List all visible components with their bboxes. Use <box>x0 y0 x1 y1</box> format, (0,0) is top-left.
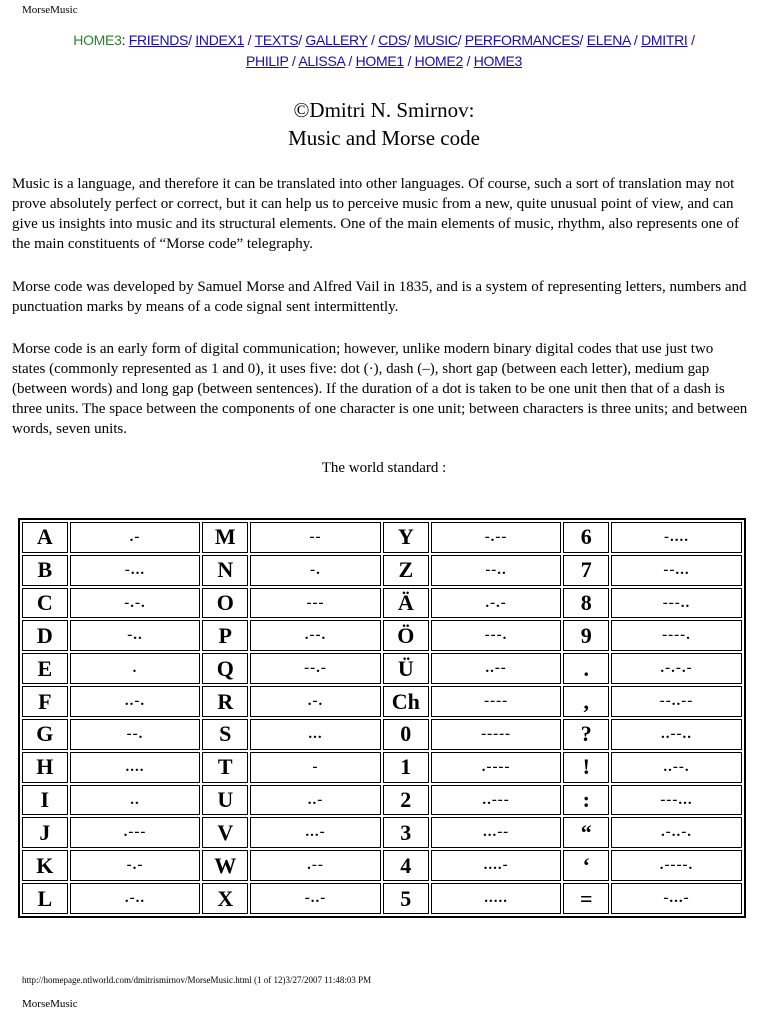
morse-code-cell: ..-- <box>431 653 562 684</box>
morse-code-cell: .----. <box>611 850 742 881</box>
footer-url: http://homepage.ntlworld.com/dmitrismirnov/MorseMusic.html (1 of 12)3/27/2007 11:48:03 PM <box>22 975 372 985</box>
morse-code-cell: ----. <box>611 620 742 651</box>
character-cell: H <box>22 752 68 783</box>
character-cell: A <box>22 522 68 553</box>
morse-code-cell: .-- <box>250 850 381 881</box>
morse-code-cell: ..- <box>250 785 381 816</box>
character-cell: P <box>202 620 248 651</box>
character-cell: C <box>22 588 68 619</box>
page-header-title: MorseMusic <box>22 4 78 16</box>
morse-code-cell: ----- <box>431 719 562 750</box>
morse-code-cell: -. <box>250 555 381 586</box>
character-cell: F <box>22 686 68 717</box>
nav-link-cds[interactable]: CDS <box>378 32 407 48</box>
character-cell: ‘ <box>563 850 609 881</box>
morse-code-cell: -.-- <box>431 522 562 553</box>
morse-code-cell: -..- <box>250 883 381 914</box>
morse-code-cell: ---- <box>431 686 562 717</box>
character-cell: Ä <box>383 588 429 619</box>
table-row <box>22 620 742 651</box>
character-cell: 4 <box>383 850 429 881</box>
character-cell: 2 <box>383 785 429 816</box>
character-cell: Y <box>383 522 429 553</box>
table-row <box>22 653 742 684</box>
character-cell: Ch <box>383 686 429 717</box>
morse-code-cell: - <box>250 752 381 783</box>
character-cell: 1 <box>383 752 429 783</box>
morse-code-cell: ..--- <box>431 785 562 816</box>
morse-code-cell: .-..-. <box>611 817 742 848</box>
morse-code-cell: .--. <box>250 620 381 651</box>
character-cell: : <box>563 785 609 816</box>
morse-code-cell: .-.-.- <box>611 653 742 684</box>
table-row <box>22 588 742 619</box>
character-cell: W <box>202 850 248 881</box>
nav-link-dmitri[interactable]: DMITRI <box>641 32 688 48</box>
morse-code-cell: ..-. <box>70 686 201 717</box>
table-row <box>22 817 742 848</box>
character-cell: . <box>563 653 609 684</box>
morse-code-cell: .. <box>70 785 201 816</box>
morse-code-cell: --.- <box>250 653 381 684</box>
morse-code-cell: .--- <box>70 817 201 848</box>
nav-link-friends[interactable]: FRIENDS <box>128 32 189 48</box>
nav-bar <box>0 30 768 72</box>
nav-row-2: PHILIP / ALISSA / HOME1 / HOME2 / HOME3 <box>245 53 523 69</box>
morse-code-cell: ..... <box>431 883 562 914</box>
nav-link-philip[interactable]: PHILIP <box>245 53 289 69</box>
nav-link-texts[interactable]: TEXTS <box>254 32 299 48</box>
table-row <box>22 850 742 881</box>
morse-code-cell: ...- <box>250 817 381 848</box>
morse-code-cell: -.. <box>70 620 201 651</box>
morse-code-cell: .... <box>70 752 201 783</box>
morse-code-cell: .- <box>70 522 201 553</box>
character-cell: G <box>22 719 68 750</box>
paragraph-intro: Music is a language, and therefore it can be translated into other languages. Of course, such a sort of translation may not prove absolutely perfect or correct, but it can help us to perceive music from a new, quite unusual point of view, and can give us insights into music and its structural elements. One of the main elements of music, rhythm, also represents one of the main constituents of “Morse code” telegraphy. <box>12 176 739 252</box>
table-row <box>22 555 742 586</box>
morse-code-cell: ---.. <box>611 588 742 619</box>
character-cell: Ö <box>383 620 429 651</box>
character-cell: D <box>22 620 68 651</box>
morse-code-cell: .---- <box>431 752 562 783</box>
morse-code-cell: -... <box>70 555 201 586</box>
nav-current-home: HOME3 <box>73 32 122 48</box>
character-cell: R <box>202 686 248 717</box>
morse-code-table <box>18 518 746 918</box>
table-row <box>22 719 742 750</box>
character-cell: E <box>22 653 68 684</box>
character-cell: “ <box>563 817 609 848</box>
page-title <box>0 96 768 152</box>
nav-link-alissa[interactable]: ALISSA <box>298 53 345 69</box>
character-cell: 6 <box>563 522 609 553</box>
character-cell: 8 <box>563 588 609 619</box>
character-cell: 5 <box>383 883 429 914</box>
character-cell: V <box>202 817 248 848</box>
nav-link-home2[interactable]: HOME2 <box>414 53 463 69</box>
morse-code-cell: . <box>70 653 201 684</box>
nav-link-performances[interactable]: PERFORMANCES <box>464 32 580 48</box>
character-cell: = <box>563 883 609 914</box>
character-cell: B <box>22 555 68 586</box>
morse-code-cell: --.. <box>431 555 562 586</box>
table-title: The world standard : <box>321 460 447 476</box>
morse-code-cell: --... <box>611 555 742 586</box>
morse-code-cell: -.... <box>611 522 742 553</box>
paragraph-history: Morse code was developed by Samuel Morse and Alfred Vail in 1835, and is a system of representing letters, numbers and punctuation marks by means of a code signal sent intermittently. <box>12 279 747 315</box>
character-cell: N <box>202 555 248 586</box>
morse-code-cell: ....- <box>431 850 562 881</box>
character-cell: 7 <box>563 555 609 586</box>
nav-link-music[interactable]: MUSIC <box>414 32 458 48</box>
character-cell: 3 <box>383 817 429 848</box>
nav-link-index1[interactable]: INDEX1 <box>195 32 245 48</box>
nav-link-home3[interactable]: HOME3 <box>473 53 523 69</box>
morse-code-cell: .-.- <box>431 588 562 619</box>
character-cell: M <box>202 522 248 553</box>
morse-code-cell: ..--.. <box>611 719 742 750</box>
morse-code-cell: --. <box>70 719 201 750</box>
character-cell: O <box>202 588 248 619</box>
nav-link-gallery[interactable]: GALLERY <box>305 32 368 48</box>
character-cell: ! <box>563 752 609 783</box>
character-cell: L <box>22 883 68 914</box>
character-cell: U <box>202 785 248 816</box>
morse-code-cell: --- <box>250 588 381 619</box>
character-cell: Ü <box>383 653 429 684</box>
character-cell: Z <box>383 555 429 586</box>
character-cell: T <box>202 752 248 783</box>
character-cell: K <box>22 850 68 881</box>
paragraph-digital: Morse code is an early form of digital communication; however, unlike modern binary digital codes that use just two states (commonly represented as 1 and 0), it uses five: dot (·), dash (–), short gap (between each letter), medium gap (between words) and long gap (between sentences). If the duration of a dot is taken to be one unit then that of a dash is three units. The space between the components of one character is one unit; between characters is three units; and between words, seven units. <box>12 341 748 437</box>
morse-code-cell: -...- <box>611 883 742 914</box>
character-cell: I <box>22 785 68 816</box>
character-cell: 0 <box>383 719 429 750</box>
character-cell: Q <box>202 653 248 684</box>
nav-link-home1[interactable]: HOME1 <box>355 53 404 69</box>
table-row <box>22 883 742 914</box>
character-cell: 9 <box>563 620 609 651</box>
morse-code-cell: ...-- <box>431 817 562 848</box>
footer-title: MorseMusic <box>22 998 78 1010</box>
nav-row-1: HOME3: FRIENDS/ INDEX1 / TEXTS/ GALLERY / CDS/ MUSIC/ PERFORMANCES/ ELENA / DMITRI / <box>73 32 695 48</box>
character-cell: X <box>202 883 248 914</box>
morse-code-cell: ... <box>250 719 381 750</box>
morse-code-cell: -.-. <box>70 588 201 619</box>
title-line-subject: Music and Morse code <box>288 126 480 150</box>
character-cell: S <box>202 719 248 750</box>
morse-code-cell: ..--. <box>611 752 742 783</box>
character-cell: J <box>22 817 68 848</box>
morse-code-cell: ---... <box>611 785 742 816</box>
morse-code-cell: .-.. <box>70 883 201 914</box>
morse-code-cell: -.- <box>70 850 201 881</box>
morse-code-cell: .-. <box>250 686 381 717</box>
morse-code-cell: -- <box>250 522 381 553</box>
table-row <box>22 522 742 553</box>
morse-code-cell: --..-- <box>611 686 742 717</box>
table-row <box>22 686 742 717</box>
table-row <box>22 785 742 816</box>
nav-link-elena[interactable]: ELENA <box>586 32 631 48</box>
table-row <box>22 752 742 783</box>
morse-code-cell: ---. <box>431 620 562 651</box>
character-cell: ? <box>563 719 609 750</box>
character-cell: , <box>563 686 609 717</box>
title-line-author: ©Dmitri N. Smirnov: <box>293 98 475 122</box>
